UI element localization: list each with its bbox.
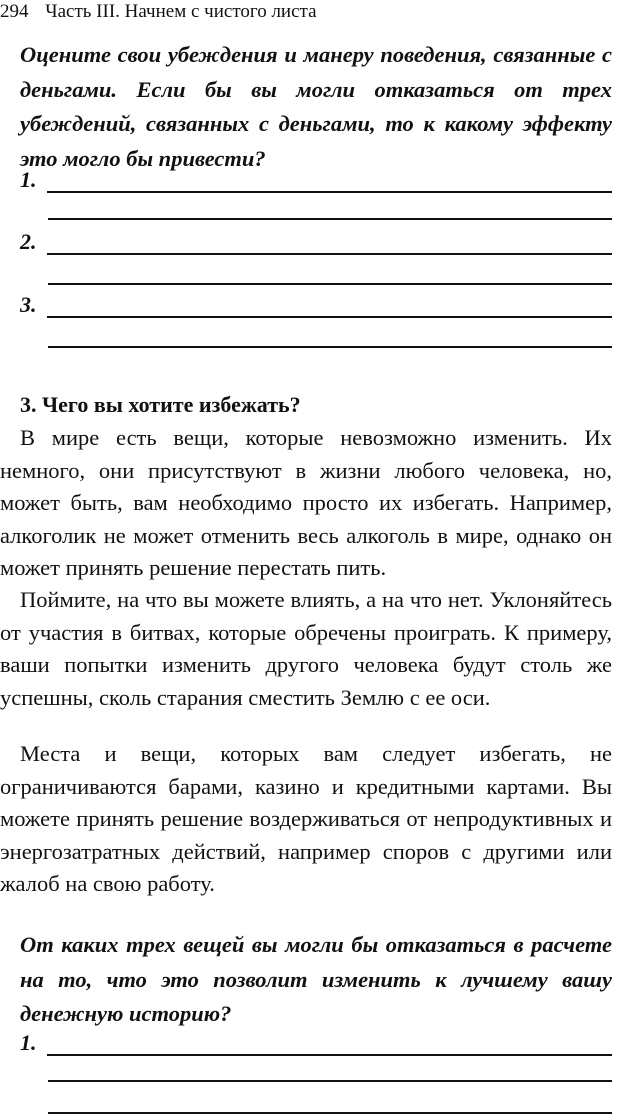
answer-line-1[interactable]: [20, 1028, 612, 1058]
answer-line-1[interactable]: [20, 165, 612, 195]
answer-rule: [47, 316, 612, 318]
answer-continuation-rule[interactable]: [48, 1112, 612, 1114]
answer-number: 1.: [20, 1030, 37, 1055]
answer-continuation-rule[interactable]: [48, 346, 612, 348]
answer-number: 3.: [20, 292, 37, 317]
body-paragraph-2: Поймите, на что вы можете влиять, а на что нет. Уклоняйтесь от участия в битвах, которые обречены проиграть. К примеру, ваши попытки изменить другого человека будут столь же успешны, сколь старания сместить Землю с ее оси.: [0, 587, 612, 710]
answer-rule: [47, 191, 612, 193]
body-paragraph-1: В мире есть вещи, которые невозможно изменить. Их немного, они присутствуют в жизни любого человека, но, может быть, вам необходимо просто их избегать. Например, алкоголик не может отменить весь алкоголь в мире, однако он может принять решение перестать пить.: [0, 425, 612, 580]
answer-continuation-rule[interactable]: [48, 218, 612, 220]
running-title: Часть III. Начнем с чистого листа: [45, 1, 317, 22]
answer-number: 1.: [20, 167, 37, 192]
answer-number: 2.: [20, 229, 37, 254]
answer-line-2[interactable]: [20, 227, 612, 257]
section-heading: 3. Чего вы хотите избежать?: [20, 392, 301, 417]
body-paragraph-3: Места и вещи, которых вам следует избегать, не ограничиваются барами, казино и кредитными картами. Вы можете принять решение воздерживаться от непродуктивных и энергозатратных действий, например споров с другими или жалоб на свою работу.: [0, 741, 612, 896]
answer-rule: [47, 253, 612, 255]
exercise-prompt-1: Оцените свои убеждения и манеру поведения, связанные с деньгами. Если бы вы могли отказаться от трех убеждений, связанных с деньгами, то к какому эффекту это могло бы привести?: [20, 42, 612, 171]
page-number: 294: [0, 1, 29, 22]
answer-line-3[interactable]: [20, 290, 612, 320]
answer-continuation-rule[interactable]: [48, 1080, 612, 1082]
running-header: [0, 0, 317, 24]
answer-rule: [47, 1054, 612, 1056]
answer-continuation-rule[interactable]: [48, 283, 612, 285]
exercise-prompt-2: От каких трех вещей вы могли бы отказаться в расчете на то, что это позволит изменить к лучшему вашу денежную историю?: [20, 932, 612, 1026]
